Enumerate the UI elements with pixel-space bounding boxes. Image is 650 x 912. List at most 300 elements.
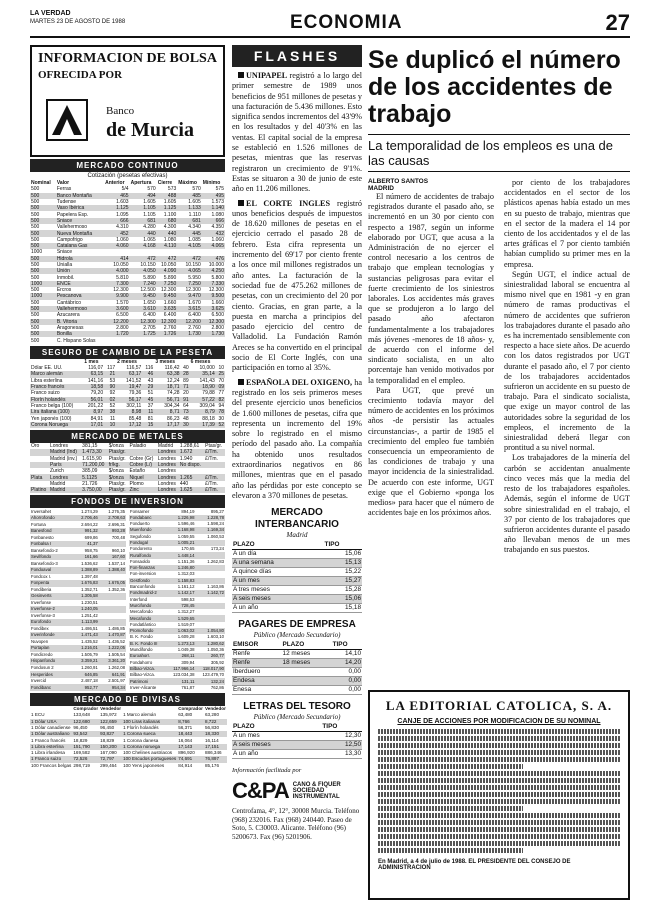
table-cell: 1.312,03 [177,571,195,577]
table-cell: 18,330 [204,731,227,737]
table-cell: Fortuna [31,521,46,527]
table-cell: 12.300 [202,319,225,325]
table-cell: Niquel [128,474,156,480]
table-cell: 1.672 [179,449,204,455]
table-cell: 1.169,34 [195,527,225,533]
table-cell: 1.246,80 [166,565,196,571]
table-row [30,211,225,217]
table-cell: 1.573 [211,199,224,206]
fineprint-line [378,848,523,853]
table-cell: Inver-Alicante [130,684,157,690]
table-cell: 17,01 [83,422,104,428]
table-row [232,550,362,559]
table-row [30,684,126,691]
table-cell: 6.400 [163,312,177,319]
article-subhead: La temporalidad de los empleos es una de las causas [368,134,630,172]
table-cell: 52 [216,422,225,428]
table-cell: £/Tm. [204,487,225,493]
table-cell: 90 [104,384,116,390]
table-cell: 63,280 [204,712,220,718]
table-row [129,521,225,527]
table-cell: Fondosun 2 [31,664,54,670]
table-cell: 1.397,48 [81,573,98,579]
table-cell: 500 [31,312,40,319]
table-cell: 72,526 [72,756,99,762]
table-cell: 500 [30,256,56,262]
table-cell: 1.625 [179,487,204,493]
fineprint-line [378,806,523,811]
table-cell: 84,914 [178,762,193,768]
table-cell: 1.435,52 [81,638,98,644]
metales-table [30,443,225,493]
table-cell: 1.280,62 [195,641,225,647]
table-cell: Vallehermoso [56,306,104,312]
table-cell: 71 [181,384,190,390]
table-cell: PLAZO [232,723,321,732]
table-cell: 133,648 [73,712,90,718]
table-cell: 440 [130,230,157,236]
table-cell: Franco francés [30,384,83,390]
table-cell: 18,90 [190,384,216,390]
table-cell: 10.000 [208,262,224,268]
table-cell: Interfond [130,596,147,602]
table-cell: Ruralfondo [129,552,166,558]
table-cell: 302,11 [126,402,142,409]
table-cell: 1.158,83 [166,578,196,584]
table-cell: 3.361,20 [99,658,126,665]
table-cell: No dispo. [179,462,204,468]
table-cell: 6 meses [190,358,211,365]
table-cell: 1.486,85 [108,625,125,631]
table-cell: 681 [130,218,157,224]
metales-title: MERCADO DE METALES [30,430,225,443]
table-cell: TIPO [324,541,362,550]
table-cell: 10.050 [160,262,177,268]
table-cell: 1.260,91 [81,664,98,670]
table-cell: Nueva Montaña [56,230,104,236]
table-cell: 268,11 [166,653,196,659]
table-cell: 1.519,07 [177,621,195,627]
table-cell: Vallehermoso [56,224,88,231]
table-cell: 0,00 [332,668,362,677]
table-cell: Inverfonse-2 [30,606,72,613]
fineprint-line [378,785,620,790]
table-cell: 19,47 [116,384,142,390]
table-row [232,568,362,577]
table-cell: 8,766 [177,719,204,725]
page-header [30,10,630,38]
table-cell: Comprador [73,706,99,712]
fineprint-line [378,820,620,825]
table-cell: 1.470,87 [99,632,126,639]
fineprint-line [378,771,620,776]
table-cell: 598,53 [181,596,195,602]
table-cell: 122,680 [72,719,99,725]
table-cell [202,337,225,343]
table-cell: 2.706,46 [72,515,99,522]
table-cell: Inverinfonde [30,632,72,639]
table-cell: Unialla [56,262,73,268]
table-row [129,559,225,565]
table-cell: 1.288,61 [179,443,200,450]
fineprint-line [378,827,620,832]
table-cell: 305,92 [210,659,224,665]
table-cell: 70 [218,377,224,384]
table-cell: Fon-inversion [130,571,157,577]
table-cell: 500 [31,199,40,206]
table-cell: Madrid (Ind) [49,449,81,455]
table-cell: 161,66 [72,554,99,561]
flash-item [232,199,362,374]
table-cell: 381,15 [82,443,98,450]
table-cell: 6.500 [211,312,224,319]
table-cell: TIPO [332,641,362,650]
table-cell: 52 [109,402,116,409]
table-cell: ENCE [56,281,104,287]
table-cell: Portaplan [30,645,72,652]
cpa-address: Centrofama, 4°, 12°, 30008 Murcia. Teléfono (968) 232016. Fax (968) 240440. Paseo de Soto, 5. C30003. Alicante. Teléfono (96) 5200673. Fax (96) 5201906. [232,807,360,841]
table-cell: Inmobil. [56,274,75,281]
table-row [30,256,225,262]
table-cell: 1.670 [188,299,201,306]
table-cell: 260,77 [195,653,225,659]
table-cell: 2.696,31 [108,521,125,527]
table-cell: A un año [232,750,321,759]
table-cell: 21.726 [82,480,98,487]
table-cell: 1.063,02 [166,628,196,634]
table-cell: 88,18 [202,415,215,422]
table-cell: 0,00 [332,677,362,686]
table-cell: 500 [30,230,56,236]
table-cell: Mercafondo [130,609,153,615]
table-cell: 10.150 [140,262,156,268]
table-cell: 1 Libra irlandesa [31,750,65,756]
table-cell: 1.940 [179,455,193,462]
table-cell: 2 meses [117,358,137,365]
table-cell: Londres [49,474,81,480]
table-row [30,281,225,287]
table-row [129,534,225,540]
table-cell: 1.486,51 [81,625,98,631]
table-header-row [232,541,362,550]
table-cell: 1.262,08 [108,664,125,670]
table-cell: 78 [216,409,225,415]
table-cell: Fonduerto [130,521,150,527]
table-cell: 1.060,53 [207,533,224,539]
table-cell: 500 [30,218,56,224]
table-cell: Lira italiana (100) [30,409,83,415]
bullet-square-icon [238,72,244,78]
table-cell: 2.708,63 [99,515,126,522]
table-cell: 16,064 [178,737,193,743]
table-cell: 886,346 [204,750,222,756]
table-cell: 1.065 [143,236,156,243]
table-row [232,677,362,686]
table-row [30,230,225,236]
table-cell: 1.226,98 [166,515,196,521]
table-cell: 86,23 [167,415,180,422]
page-number: 27 [605,10,630,35]
table-cell: 472 [177,256,202,262]
table-cell: 46 [142,371,154,377]
table-cell: B. Vitoria [56,319,104,325]
table-cell: Paladio [129,443,147,450]
table-cell: A un mes [232,577,324,586]
table-cell: 1.105 [130,205,157,211]
table-cell: Pescanova [56,293,104,299]
fondos-left-table [30,508,126,691]
table-cell: 9.470 [177,293,202,299]
table-cell: Libra esterlina [31,377,63,384]
table-cell: 3 meses [155,358,176,365]
table-cell: Cobre (Gr) [129,455,154,462]
table-cell: 17,151 [204,744,227,750]
ad-subtitle: CANJE DE ACCIONES POR MODIFICACION DE SU NOMINAL [397,718,601,725]
table-cell: Muenfondo [129,527,166,533]
table-cell: Mínimo [202,180,221,187]
table-cell: 94 [218,402,224,409]
table-cell: Hesperides [30,671,72,678]
table-cell: 1.730 [202,331,225,337]
table-row [129,628,225,634]
table-cell: 1.676,05 [99,580,126,587]
table-cell: 71.200,00 [81,462,108,468]
table-cell: 5.800 [211,274,224,281]
table-cell: 1.650 [143,299,156,306]
table-cell: Cierre [157,180,173,187]
table-cell: 680 [157,218,178,224]
table-cell [282,668,332,677]
bolsa-sponsor-box [30,45,225,157]
table-cell: 1.605 [188,199,201,206]
table-cell [130,337,157,343]
table-cell: 1.265 [179,474,204,480]
table-cell: 1.352,71 [81,586,98,592]
article-column [368,45,630,556]
table-cell: 9.500 [202,293,225,299]
ad-footer: En Madrid, a 4 de julio de 1988. EL PRESIDENTE DEL CONSEJO DE ADMINISTRACION [378,859,571,871]
table-cell: 1 Libra esterlina [30,744,72,750]
table-cell: Tudense [56,199,77,206]
table-cell: 1.676,83 [72,580,99,587]
table-cell: 5.890 [143,274,156,281]
table-row [30,199,225,205]
table-cell: 1.095 [116,211,129,218]
table-cell: 1.598,24 [207,521,224,527]
bullet-square-icon [238,379,244,385]
table-cell: 1 Franco suizo [30,756,72,762]
table-cell: 15,06 [324,595,362,604]
table-cell: Londres [157,474,179,480]
editorial-ad [368,690,630,900]
table-cell: 8,71 [154,409,180,415]
table-cell: Fondogal [129,540,166,546]
table-row [30,325,225,331]
table-cell: 141,43 [199,377,215,384]
table-cell: 30 [218,415,224,422]
table-cell: 9.900 [104,293,129,299]
table-cell: Fonpenta [30,580,72,587]
table-cell: Ptas/gr. [108,455,126,462]
table-cell: 15,13 [324,559,362,568]
table-cell: 298,719 [73,762,90,768]
table-cell: 82 [216,397,225,403]
table-cell: 4.280 [143,224,156,231]
table-cell: Invercid [31,678,47,684]
table-row [232,741,362,750]
table-cell: Londres [49,443,69,450]
table-cell: 575 [215,186,224,193]
table-cell: Vendedor [204,706,226,712]
table-cell: 414 [104,256,129,262]
table-cell: 123.034,38 [172,672,195,678]
ad-title: LA EDITORIAL CATOLICA, S. A. [385,698,613,713]
table-row [30,422,225,428]
table-cell: 170,65 [181,546,195,552]
table-cell: 445 [177,230,202,236]
table-cell: 1.100 [163,211,177,218]
table-cell: A seis meses [232,595,324,604]
table-cell: Fondatlántico [130,621,156,627]
table-cell: 1.050,36 [207,647,224,653]
table-cell: 6.400 [143,312,156,319]
table-cell: Murcifondo [129,603,166,609]
table-cell: 8,98 [116,409,142,415]
table-cell: Vendedor [100,706,122,712]
table-cell: 500 [30,306,56,312]
letras-subtitle: Público (Mercado Secundario) [253,713,341,722]
table-cell: 954,34 [99,684,126,691]
table-cell: 3.635 [157,306,178,312]
table-row [129,527,225,533]
table-cell: 1000 [30,293,56,299]
table-cell: 3.610 [130,306,157,312]
table-cell: 56,830 [204,725,220,730]
table-cell: 500 [31,224,40,231]
table-cell: 1.125 [157,205,178,211]
table-cell: Fondibex [31,625,49,631]
flash-text: registró a lo largo del primer semestre de 1989 unos beneficios de 951 millones de pesetas y una facturación de 5.436 millones. Esto significa sendos incrementos del 43'9% en los resultados y del 40'3% en las ventas. El capital social de la empresa se estableció en 1.526 millones de pesetas, mientras que las reservas registraron un crecimiento de 9'1%. Estas se situaron a 30 de junio de este año en 11.206 millones. [232,71,362,194]
table-cell: Banconfondo [130,584,156,590]
table-cell: £/Tm. [205,455,218,462]
article-col-1 [368,178,494,556]
table-cell: 440 [157,230,178,236]
table-row [232,750,362,759]
table-cell: Endesa [232,677,282,686]
table-cell: 100 Chelines austriacos [123,750,173,756]
table-cell: Fondabanc [129,515,166,521]
table-cell: Banesfond [30,528,72,535]
table-cell: 1.471,43 [72,632,99,639]
table-cell: 12.200 [177,319,202,325]
table-cell: 09 [216,384,225,390]
table-cell: Ptas/gr. [108,480,126,487]
table-cell: 3.625 [202,306,225,312]
table-cell: 1.059,55 [177,533,195,539]
table-cell: 117.966,14 [166,666,196,672]
table-cell: 960,10 [111,547,125,553]
table-cell: Florín holandés [30,397,83,403]
table-cell: Nominal [31,180,51,187]
table-cell: Madrid [157,443,174,450]
table-row [129,641,225,647]
table-cell: Estaño [129,468,146,475]
table-cell: 728,45 [166,603,196,609]
divisas-title: MERCADO DE DIVISAS [30,693,225,706]
table-cell: 131,11 [166,678,196,684]
table-cell: 141,16 [87,377,104,384]
pagares-block [232,619,362,695]
table-cell: 1.142,72 [195,590,225,596]
table-cell: Segufondo [130,533,151,539]
table-cell: 64 [183,402,189,409]
table-cell: 299,464 [100,762,117,768]
table-cell: 895,27 [210,508,224,514]
table-cell: 500 [31,299,40,306]
table-row [30,319,225,325]
table-cell: 57,22 [190,397,216,403]
table-row [129,584,225,590]
divisas-table [30,706,227,769]
table-cell: 4.110 [157,243,178,249]
table-cell: 1.049,38 [177,647,195,653]
article-paragraph: Según UGT, el índice actual de siniestralidad laboral se encuentra al mismo nivel que en 1981 -y en gran número de ramas productivas el número de accidentes que sufrieron los trabajadores durante el pasado año es ha incrementado sensiblemente con respecto a hace siete años. De acuerdo con los datos registrados por UGT durante el pasado año, el 7 por ciento de los trabajadores accidentados sufrieron un accidente en su puesto de trabajo. Para el sindicato socialista, que exige un mayor control de las autoridades sobre la seguridad de los empleos, el incremento de la siniestralidad deberá llegar con prontitud a su nivel normal. [504,269,630,453]
table-row [30,205,225,211]
table-cell: 1.388,89 [72,567,99,574]
table-cell: 1.725 [130,331,157,337]
table-cell: 122,659 [99,719,122,725]
table-cell: 151,790 [72,744,99,750]
table-cell: Aragonesas [56,324,84,331]
table-cell: 93,542 [72,731,99,737]
table-row [232,586,362,595]
table-cell: 118.017,90 [195,666,225,672]
table-cell: A tres meses [232,586,324,595]
table-cell: 641,91 [99,671,126,678]
table-cell: 5.950 [188,274,201,281]
table-cell: 2.760 [163,324,177,331]
table-cell: A un año [232,604,324,613]
table-cell [282,686,332,695]
table-cell: 45 [142,397,154,403]
table-cell: 1.448,14 [166,552,196,558]
table-cell: 56,01 [83,397,104,403]
ad-fineprint [378,729,620,853]
table-cell: 79,20 [90,390,104,397]
table-row [30,268,225,274]
fineprint-line [378,841,620,846]
table-cell: 2.705 [143,324,156,331]
table-cell: 117 [107,365,116,372]
table-cell: 993,28 [99,528,126,535]
table-cell: Fondcox I. [31,573,52,579]
table-cell: 12.500 [140,287,156,294]
table-cell: Fondoaval [30,567,72,574]
table-cell: 7.330 [202,281,225,287]
table-row [129,672,225,678]
table-cell: 85,48 [128,415,142,422]
table-cell: 666 [104,218,129,224]
table-row [232,686,362,695]
table-cell: 85,176 [204,762,220,768]
table-cell: Promofondo [129,628,166,634]
table-cell: 63,15 [83,371,104,377]
table-cell: 1.596,46 [177,521,195,527]
seguro-title: SEGURO DE CAMBIO DE LA PESETA [30,346,225,359]
table-cell: 8,722 [204,719,227,725]
table-cell: 1 Franco francés [31,737,66,743]
table-cell: Fondibanc [30,684,72,691]
